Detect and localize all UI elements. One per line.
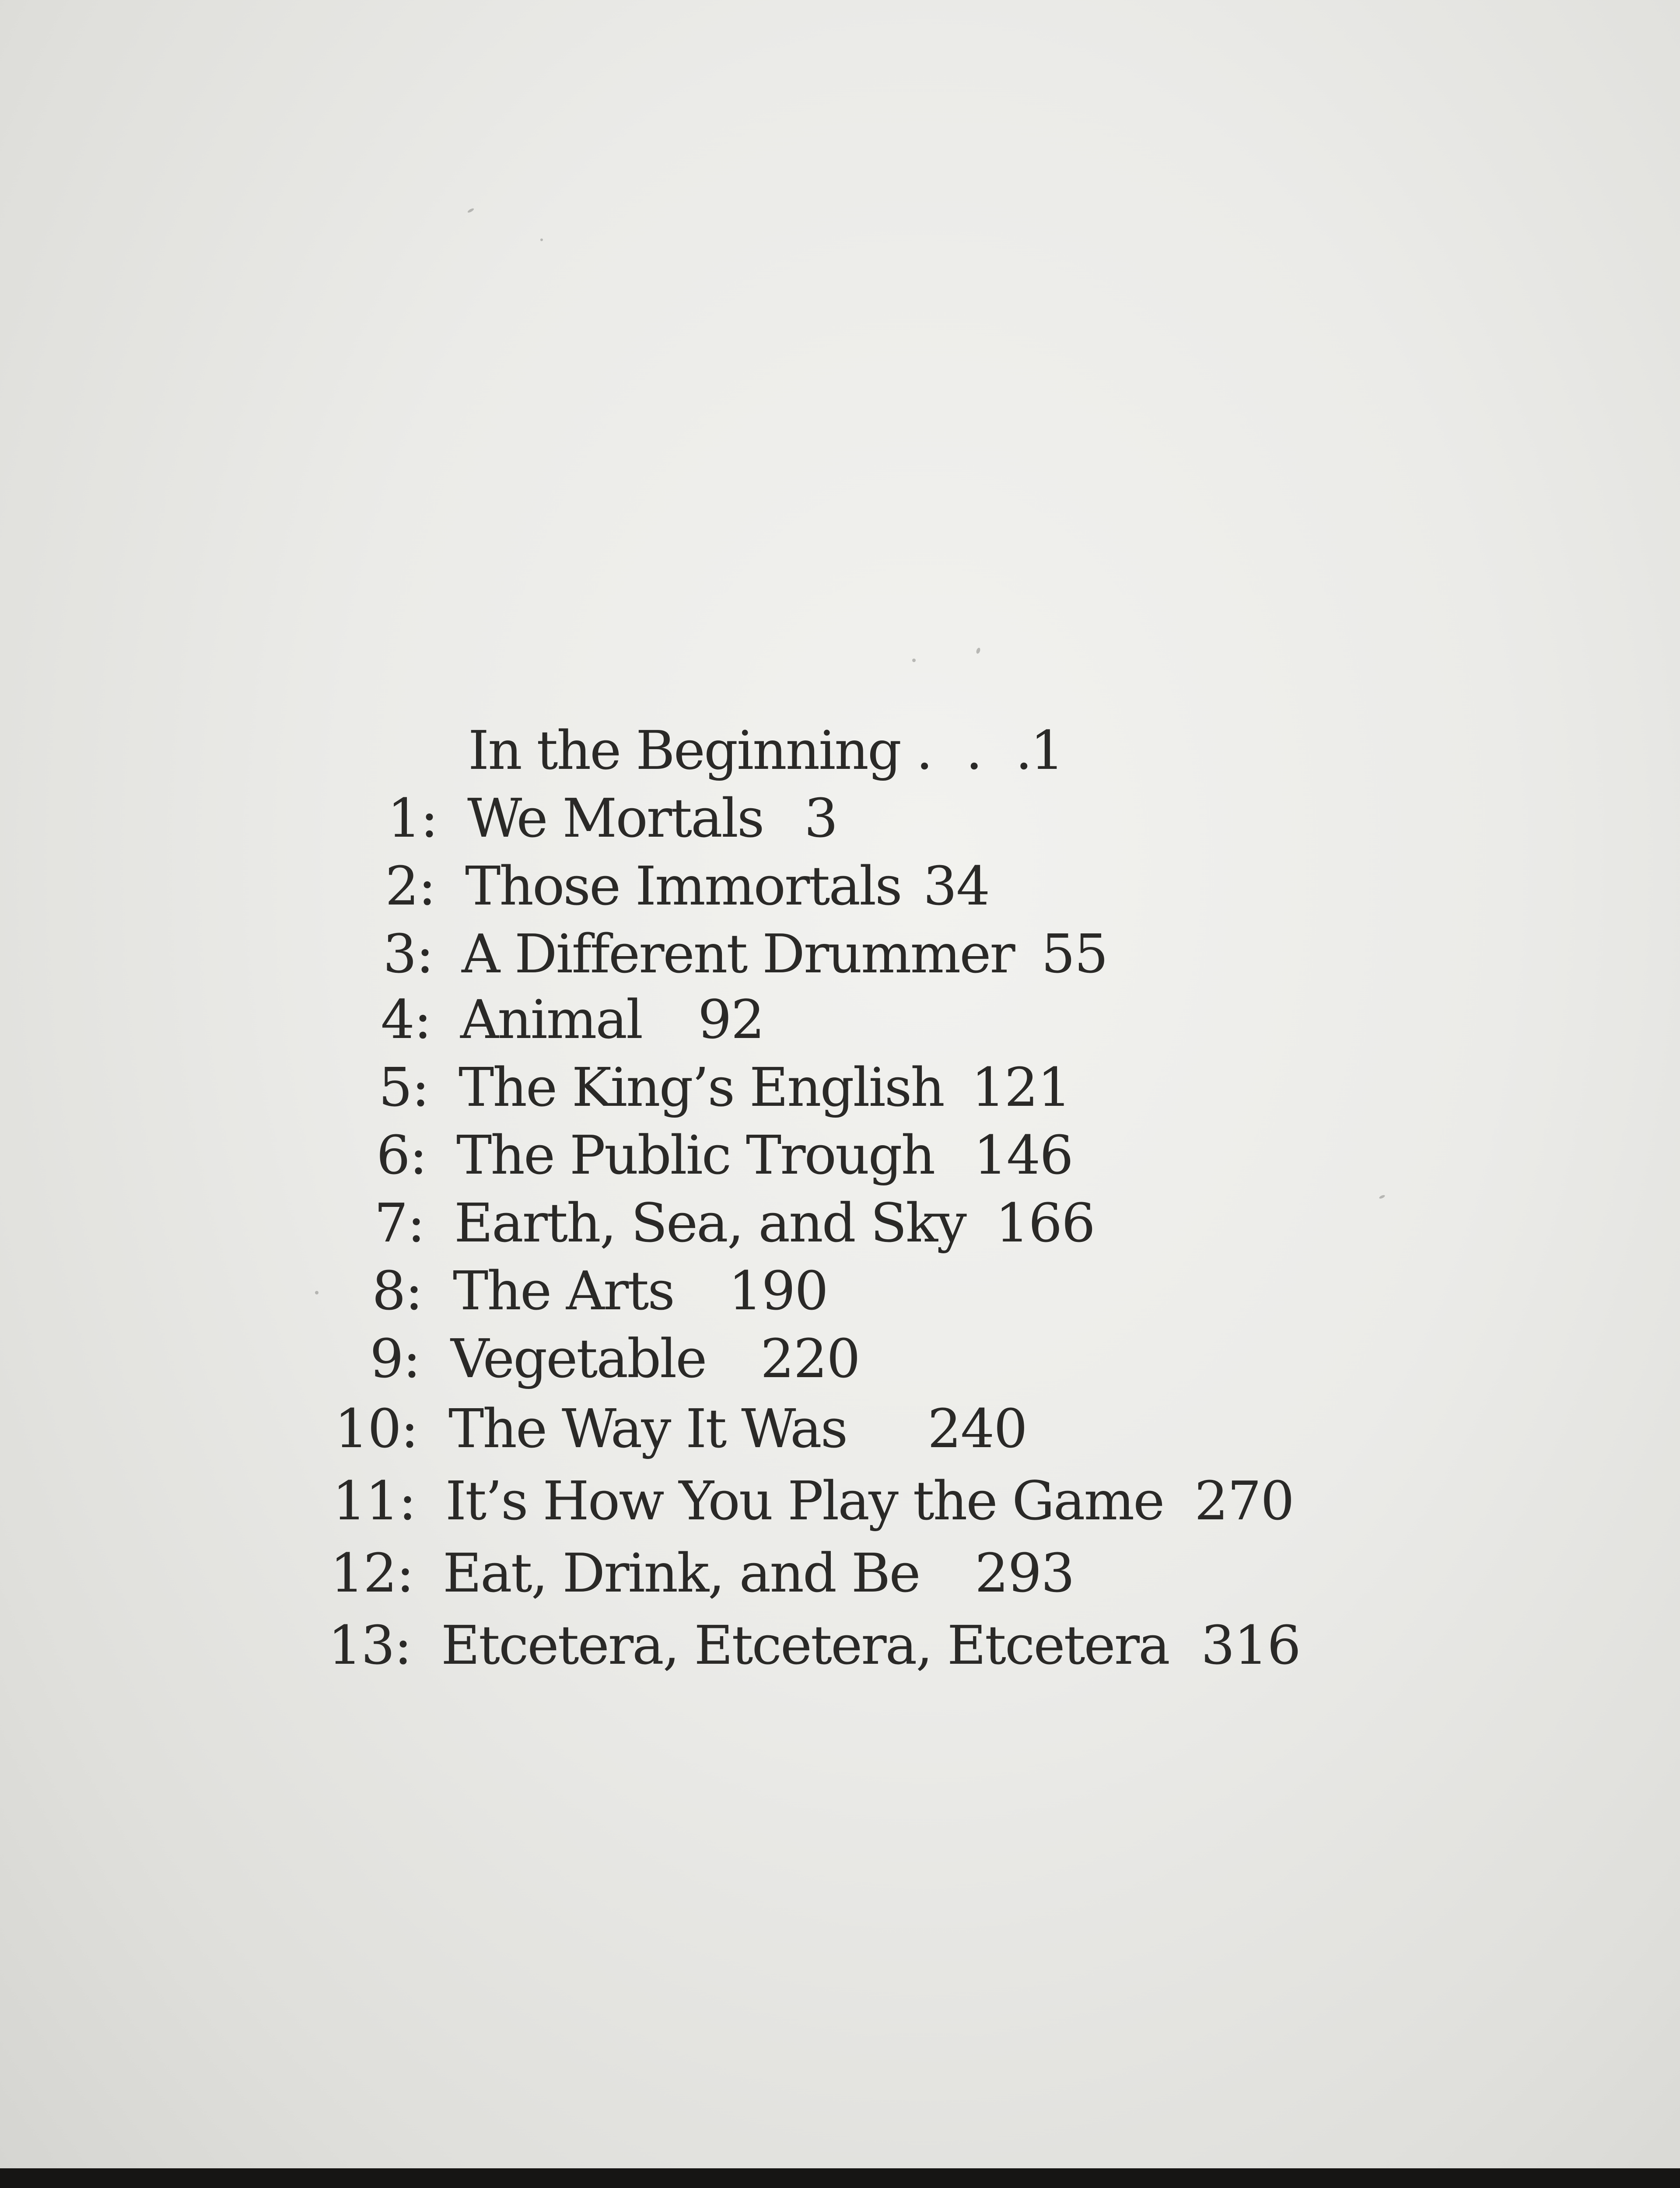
toc-entry-5: 5: The King’s English 121 <box>0 1055 1680 1120</box>
chapter-title: Animal <box>460 989 642 1051</box>
chapter-page: 220 <box>760 1328 860 1390</box>
paper-speck <box>467 207 475 213</box>
toc-entry-13: 13: Etcetera, Etcetera, Etcetera 316 <box>0 1613 1680 1678</box>
chapter-page: 55 <box>1041 923 1108 985</box>
toc-entry-10: 10: The Way It Was 240 <box>0 1396 1680 1462</box>
paper-speck <box>976 647 981 654</box>
chapter-title: The Public Trough <box>456 1124 934 1186</box>
chapter-title: It’s How You Play the Game <box>445 1470 1164 1532</box>
chapter-page: 240 <box>928 1398 1027 1460</box>
chapter-page: 34 <box>923 855 990 917</box>
toc-entry-6: 6: The Public Trough 146 <box>0 1122 1680 1188</box>
table-of-contents <box>0 718 1680 1698</box>
chapter-title: The Arts <box>453 1260 674 1322</box>
toc-entry-11: 11: It’s How You Play the Game 270 <box>0 1468 1680 1534</box>
toc-entry-4: 4: Animal 92 <box>0 987 1680 1052</box>
chapter-page: 316 <box>1201 1614 1300 1676</box>
toc-entry-9: 9: Vegetable 220 <box>0 1326 1680 1392</box>
chapter-title: A Different Drummer <box>462 923 1014 985</box>
chapter-page: 146 <box>973 1124 1073 1186</box>
toc-intro-title <box>468 718 1040 783</box>
toc-intro-entry <box>468 718 1081 783</box>
paper-speck <box>540 238 543 241</box>
chapter-title: Eat, Drink, and Be <box>443 1542 920 1604</box>
chapter-page: 92 <box>698 989 764 1051</box>
toc-intro-page: 1 <box>1030 719 1064 782</box>
chapter-page: 293 <box>975 1542 1074 1604</box>
paper-speck <box>912 659 916 662</box>
chapter-title: The Way It Was <box>448 1398 847 1460</box>
chapter-page: 270 <box>1194 1470 1294 1532</box>
toc-entry-7: 7: Earth, Sea, and Sky 166 <box>0 1190 1680 1256</box>
toc-intro-ellipsis: . . . <box>916 719 1040 782</box>
chapter-page: 121 <box>971 1056 1071 1119</box>
chapter-title: We Mortals <box>467 787 763 849</box>
toc-entry-12: 12: Eat, Drink, and Be 293 <box>0 1540 1680 1606</box>
toc-entry-1: 1: We Mortals 3 <box>0 785 1680 851</box>
chapter-page: 190 <box>728 1260 828 1322</box>
chapter-title: Earth, Sea, and Sky <box>454 1192 966 1254</box>
toc-entry-3: 3: A Different Drummer 55 <box>0 921 1680 987</box>
toc-entry-8: 8: The Arts 190 <box>0 1258 1680 1324</box>
chapter-title: Etcetera, Etcetera, Etcetera <box>441 1614 1169 1676</box>
chapter-title: Those Immortals <box>465 855 901 917</box>
chapter-page: 3 <box>804 787 837 849</box>
toc-entry-2: 2: Those Immortals 34 <box>0 853 1680 919</box>
toc-intro-title-text: In the Beginning <box>468 719 900 782</box>
chapter-title: The King’s English <box>458 1056 944 1119</box>
chapter-title: Vegetable <box>451 1328 706 1390</box>
chapter-page: 166 <box>995 1192 1095 1254</box>
page-edge-shadow <box>0 2168 1680 2188</box>
